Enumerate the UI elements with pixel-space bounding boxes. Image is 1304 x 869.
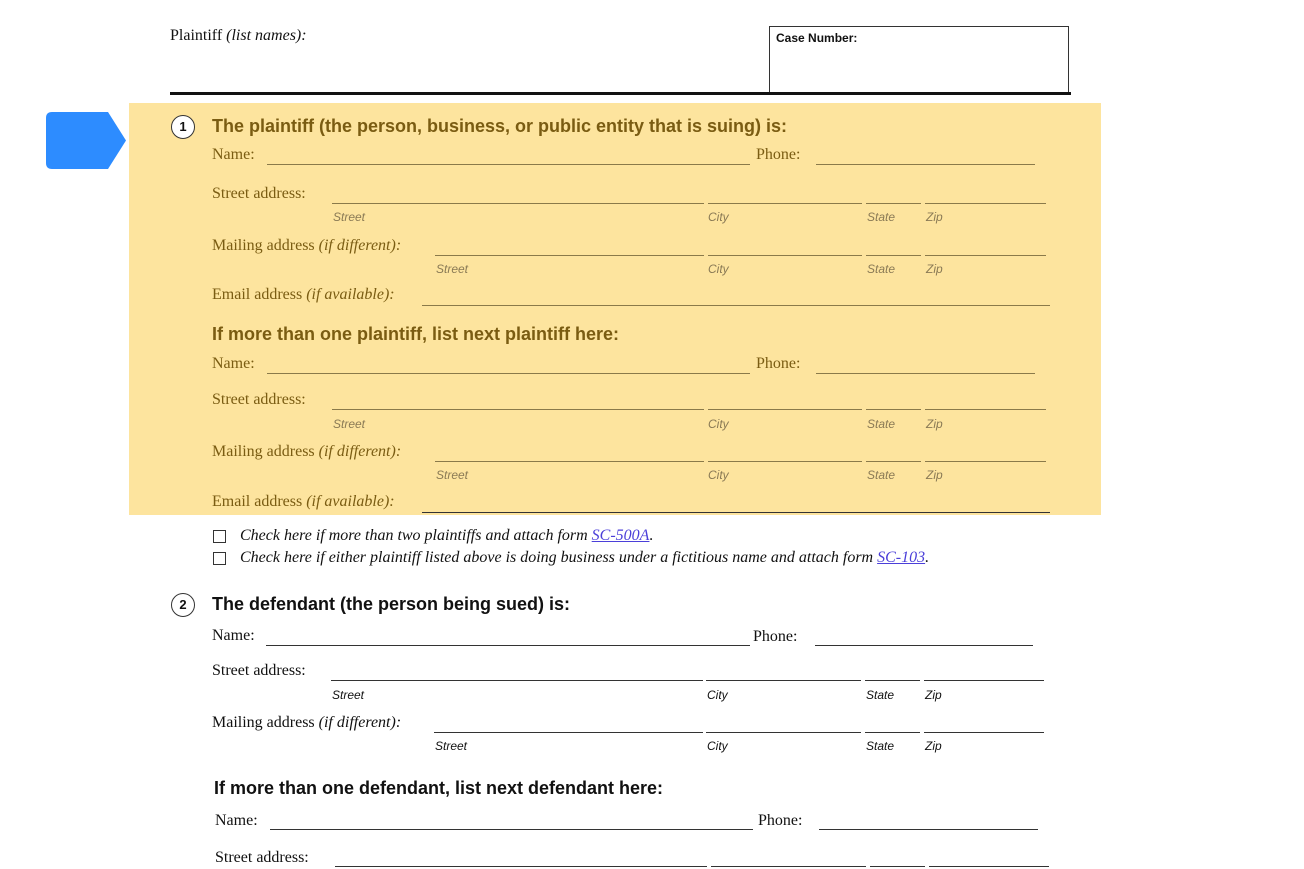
p2-mailing-street-field[interactable] xyxy=(435,461,704,462)
d2-phone-field[interactable] xyxy=(819,829,1038,830)
section2-title: The defendant (the person being sued) is: xyxy=(212,594,571,614)
p2-if-available: (if available): xyxy=(306,493,395,510)
p1-state-caption: State xyxy=(867,210,896,224)
more-plaintiffs-suffix: . xyxy=(649,527,654,544)
p1-mailing-zip-field[interactable] xyxy=(925,255,1046,256)
p2-street-field[interactable] xyxy=(332,409,704,410)
p1-mailing-city-caption: City xyxy=(708,262,729,276)
p2-email-text: Email address xyxy=(212,493,303,510)
d1-zip-caption: Zip xyxy=(925,688,942,702)
plaintiff-label-text: Plaintiff xyxy=(170,27,223,44)
p1-zip-caption: Zip xyxy=(926,210,943,224)
fictitious-name-text xyxy=(240,549,929,567)
section1-number: 1 xyxy=(171,115,195,139)
d1-mailing-zip-field[interactable] xyxy=(924,732,1044,733)
p1-street-label: Street address: xyxy=(212,185,306,202)
p2-city-caption: City xyxy=(708,417,729,431)
p1-mailing-label xyxy=(212,237,401,255)
d1-mailing-state-caption: State xyxy=(866,739,895,753)
d2-state-field[interactable] xyxy=(870,866,925,867)
p2-street-label: Street address: xyxy=(212,391,306,408)
d1-mailing-city-caption: City xyxy=(707,739,728,753)
p1-mailing-state-field[interactable] xyxy=(866,255,921,256)
fictitious-name-suffix: . xyxy=(925,549,930,566)
p1-city-caption: City xyxy=(708,210,729,224)
p2-mailing-street-caption: Street xyxy=(436,468,469,482)
d2-city-field[interactable] xyxy=(711,866,866,867)
d1-city-caption: City xyxy=(707,688,728,702)
d1-if-different: (if different): xyxy=(318,714,402,731)
p2-mailing-city-caption: City xyxy=(708,468,729,482)
d1-mailing-text: Mailing address xyxy=(212,714,315,731)
p2-email-field[interactable] xyxy=(422,512,1050,513)
d1-phone-label: Phone: xyxy=(753,628,798,645)
d1-street-caption: Street xyxy=(332,688,365,702)
p1-state-field[interactable] xyxy=(866,203,921,204)
d1-phone-field[interactable] xyxy=(815,645,1033,646)
p2-phone-label: Phone: xyxy=(756,355,801,372)
d1-city-field[interactable] xyxy=(706,680,861,681)
p1-street-caption: Street xyxy=(333,210,366,224)
d2-name-field[interactable] xyxy=(270,829,753,830)
p2-name-label: Name: xyxy=(212,355,255,372)
p2-zip-caption: Zip xyxy=(926,417,943,431)
p1-mailing-city-field[interactable] xyxy=(708,255,862,256)
p1-mailing-zip-caption: Zip xyxy=(926,262,943,276)
d2-name-label: Name: xyxy=(215,812,258,829)
p2-state-caption: State xyxy=(867,417,896,431)
p2-phone-field[interactable] xyxy=(816,373,1035,374)
d1-mailing-street-field[interactable] xyxy=(434,732,703,733)
plaintiff-hint-text: (list names): xyxy=(226,27,307,44)
d2-street-field[interactable] xyxy=(335,866,707,867)
d2-phone-label: Phone: xyxy=(758,812,803,829)
d1-mailing-state-field[interactable] xyxy=(865,732,920,733)
more-plaintiffs-label: Check here if more than two plaintiffs and attach form xyxy=(240,527,588,544)
p1-if-available: (if available): xyxy=(306,286,395,303)
p2-zip-field[interactable] xyxy=(925,409,1046,410)
p2-state-field[interactable] xyxy=(866,409,921,410)
p2-city-field[interactable] xyxy=(708,409,862,410)
p1-email-field[interactable] xyxy=(422,305,1050,306)
d1-name-label: Name: xyxy=(212,627,255,644)
d1-mailing-city-field[interactable] xyxy=(706,732,861,733)
section2-number: 2 xyxy=(171,593,195,617)
case-number-label: Case Number: xyxy=(776,31,858,45)
p1-name-field[interactable] xyxy=(267,164,750,165)
p1-email-label xyxy=(212,286,395,304)
p1-phone-label: Phone: xyxy=(756,146,801,163)
p1-name-label: Name: xyxy=(212,146,255,163)
d1-state-field[interactable] xyxy=(865,680,920,681)
p2-mailing-label xyxy=(212,443,401,461)
d1-mailing-zip-caption: Zip xyxy=(925,739,942,753)
sc-500a-link[interactable]: SC-500A xyxy=(591,527,650,544)
p1-email-text: Email address xyxy=(212,286,303,303)
section1-title: The plaintiff (the person, business, or public entity that is suing) is: xyxy=(212,116,788,136)
d1-mailing-label xyxy=(212,714,401,732)
p1-mailing-street-field[interactable] xyxy=(435,255,704,256)
p2-mailing-state-caption: State xyxy=(867,468,896,482)
p1-if-different: (if different): xyxy=(318,237,402,254)
d1-name-field[interactable] xyxy=(266,645,750,646)
p1-street-field[interactable] xyxy=(332,203,704,204)
fictitious-name-label: Check here if either plaintiff listed above is doing business under a fictitious name and attach form xyxy=(240,549,874,566)
d1-zip-field[interactable] xyxy=(924,680,1044,681)
p2-name-field[interactable] xyxy=(267,373,750,374)
bookmark-tab-icon[interactable] xyxy=(46,112,126,169)
more-plaintiff-title: If more than one plaintiff, list next plaintiff here: xyxy=(212,324,620,344)
more-defendant-title: If more than one defendant, list next defendant here: xyxy=(214,778,664,798)
more-plaintiffs-checkbox[interactable] xyxy=(213,530,226,543)
d1-state-caption: State xyxy=(866,688,895,702)
p2-mailing-zip-field[interactable] xyxy=(925,461,1046,462)
p1-mailing-state-caption: State xyxy=(867,262,896,276)
p1-phone-field[interactable] xyxy=(816,164,1035,165)
d2-zip-field[interactable] xyxy=(929,866,1049,867)
p1-mailing-text: Mailing address xyxy=(212,237,315,254)
sc-103-link[interactable]: SC-103 xyxy=(877,549,926,566)
header-rule xyxy=(170,92,1071,95)
d1-street-field[interactable] xyxy=(331,680,703,681)
p1-zip-field[interactable] xyxy=(925,203,1046,204)
p2-email-label xyxy=(212,493,395,511)
fictitious-name-checkbox[interactable] xyxy=(213,552,226,565)
p1-mailing-street-caption: Street xyxy=(436,262,469,276)
d1-street-label: Street address: xyxy=(212,662,306,679)
p2-mailing-text: Mailing address xyxy=(212,443,315,460)
d2-street-label: Street address: xyxy=(215,849,309,866)
p2-mailing-state-field[interactable] xyxy=(866,461,921,462)
p2-mailing-city-field[interactable] xyxy=(708,461,862,462)
more-plaintiffs-text xyxy=(240,527,653,545)
p2-mailing-zip-caption: Zip xyxy=(926,468,943,482)
plaintiff-names-label xyxy=(170,27,307,45)
p1-city-field[interactable] xyxy=(708,203,862,204)
d1-mailing-street-caption: Street xyxy=(435,739,468,753)
p2-if-different: (if different): xyxy=(318,443,402,460)
p2-street-caption: Street xyxy=(333,417,366,431)
